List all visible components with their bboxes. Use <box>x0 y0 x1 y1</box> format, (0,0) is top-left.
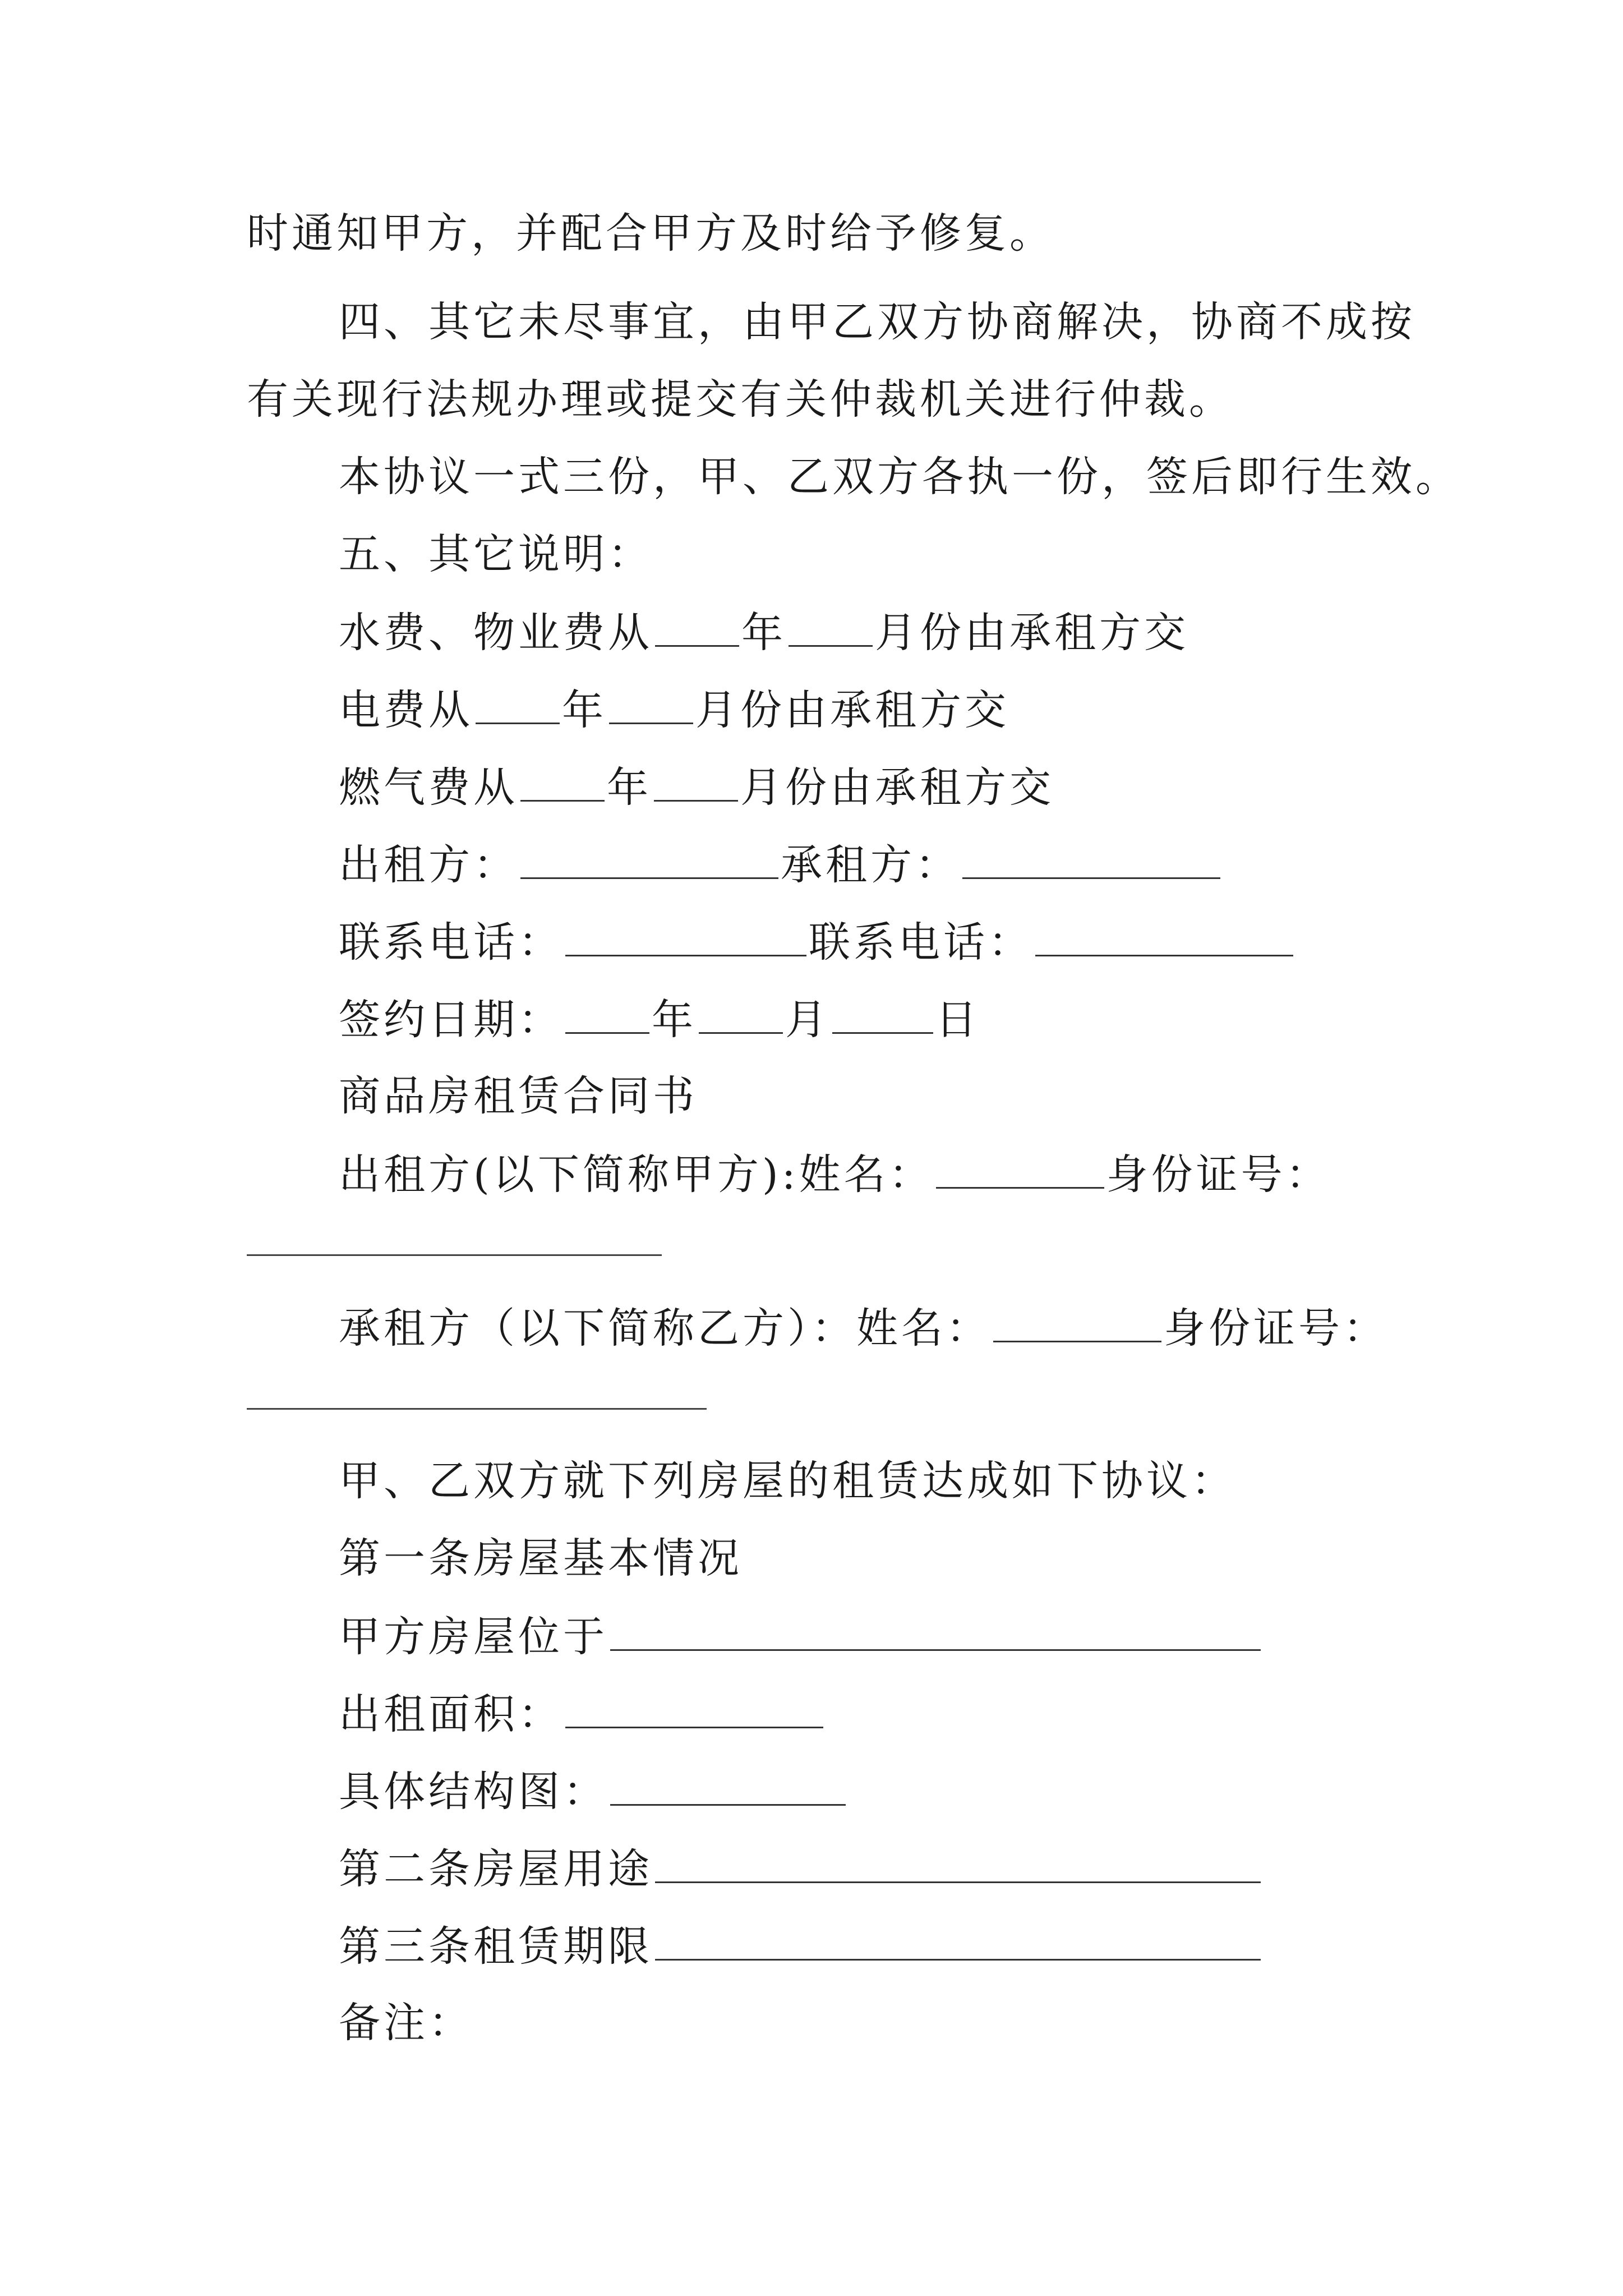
electric-fee-line <box>339 681 1009 738</box>
location-label: 甲方房屋位于 <box>339 1613 608 1661</box>
paragraph-line: 四、其它未尽事宜，由甲乙双方协商解决，协商不成按 <box>339 298 1415 346</box>
parties-line <box>339 836 1223 893</box>
gas-fee-line <box>339 758 1054 816</box>
month-text: 月份由承租方交 <box>740 763 1054 812</box>
structure-blank <box>610 1763 846 1806</box>
month-blank <box>609 681 693 724</box>
party-b-name-label: 承租方（以下简称乙方）：姓名： <box>339 1304 991 1352</box>
area-label: 出租面积： <box>339 1690 563 1738</box>
article-2-line <box>339 1840 1263 1897</box>
contract-title: 商品房租赁合同书 <box>339 1072 698 1120</box>
year-label: 年 <box>741 609 786 657</box>
lessor-phone-blank <box>565 913 806 956</box>
paragraph-line: 时通知甲方，并配合甲方及时给予修复。 <box>247 209 1054 257</box>
usage-blank <box>655 1840 1261 1883</box>
party-a-line <box>339 1145 1331 1203</box>
lessor-blank <box>520 836 778 879</box>
agreement-line: 甲、乙双方就下列房屋的租赁达成如下协议： <box>339 1457 1236 1505</box>
structure-label: 具体结构图： <box>339 1768 608 1816</box>
party-a-id-blank <box>247 1254 662 1256</box>
day-blank <box>832 991 933 1034</box>
party-b-line <box>339 1299 1388 1356</box>
lessor-phone-label: 联系电话： <box>339 918 563 967</box>
lessee-label: 承租方： <box>781 841 960 889</box>
year-blank <box>655 604 739 647</box>
party-b-id-label: 身份证号： <box>1164 1304 1388 1352</box>
party-b-id-blank <box>247 1408 707 1410</box>
month-text: 月份由承租方交 <box>875 609 1189 657</box>
party-b-name-blank <box>993 1299 1161 1342</box>
month-text: 月份由承租方交 <box>695 686 1009 734</box>
water-fee-line <box>339 604 1189 661</box>
party-a-name-label: 出租方(以下简称甲方):姓名： <box>339 1151 934 1199</box>
article-2-label: 第二条房屋用途 <box>339 1845 653 1893</box>
location-line <box>339 1608 1263 1665</box>
lessee-phone-label: 联系电话： <box>809 918 1033 967</box>
party-a-id-label: 身份证号： <box>1106 1151 1331 1199</box>
lessor-label: 出租方： <box>339 841 518 889</box>
sign-date-label: 签约日期： <box>339 996 563 1044</box>
sign-date-line <box>339 991 980 1048</box>
remark-label: 备注： <box>339 1999 473 2047</box>
paragraph-line: 本协议一式三份，甲、乙双方各执一份，签后即行生效。 <box>339 453 1460 501</box>
location-blank <box>610 1608 1261 1651</box>
phone-line <box>339 913 1295 970</box>
year-blank <box>520 758 605 802</box>
year-label: 年 <box>652 996 697 1044</box>
electric-fee-label: 电费从 <box>339 686 473 734</box>
article-1-heading: 第一条房屋基本情况 <box>339 1534 743 1582</box>
lessee-blank <box>962 836 1220 879</box>
area-line <box>339 1685 826 1742</box>
gas-fee-label: 燃气费从 <box>339 763 518 812</box>
day-label: 日 <box>935 996 980 1044</box>
structure-line <box>339 1763 848 1820</box>
term-blank <box>655 1917 1261 1961</box>
month-blank <box>699 991 783 1034</box>
year-blank <box>476 681 560 724</box>
month-blank <box>654 758 738 802</box>
paragraph-line: 有关现行法规办理或提交有关仲裁机关进行仲裁。 <box>247 375 1234 424</box>
month-blank <box>789 604 873 647</box>
water-fee-label: 水费、物业费从 <box>339 609 653 657</box>
year-label: 年 <box>607 763 652 812</box>
year-label: 年 <box>562 686 607 734</box>
month-label: 月 <box>785 996 830 1044</box>
section-heading: 五、其它说明： <box>339 530 653 578</box>
year-blank <box>565 991 649 1034</box>
party-a-name-blank <box>936 1145 1104 1189</box>
article-3-label: 第三条租赁期限 <box>339 1922 653 1971</box>
area-blank <box>565 1685 823 1728</box>
lessee-phone-blank <box>1035 913 1293 956</box>
article-3-line <box>339 1917 1263 1975</box>
